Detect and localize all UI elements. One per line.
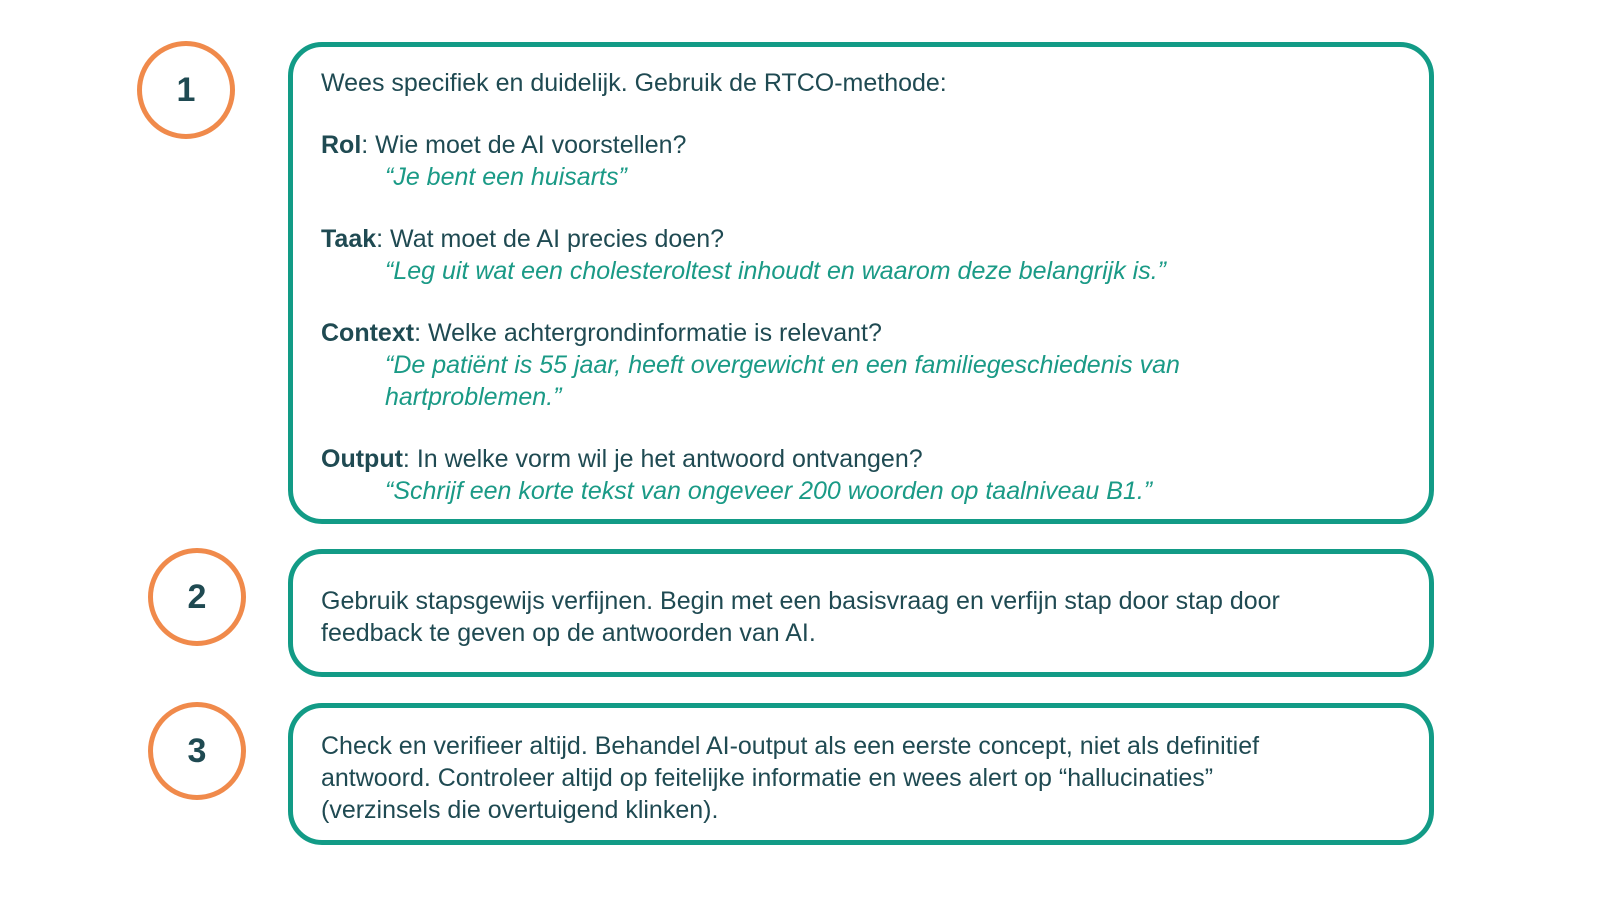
context-question: : Welke achtergrondinformatie is relevant? xyxy=(414,319,882,347)
output-question: : In welke vorm wil je het antwoord ontvangen? xyxy=(402,445,923,473)
step-3-text-line-2: antwoord. Controleer altijd op feitelijke informatie en wees alert op “hallucinaties” xyxy=(321,764,1214,792)
step-1-box xyxy=(288,42,1434,524)
taak-term: Taak xyxy=(321,225,377,253)
taak-question: : Wat moet de AI precies doen? xyxy=(376,225,725,253)
output-term: Output xyxy=(321,445,403,473)
step-number: 1 xyxy=(176,70,196,109)
context-example-continued: hartproblemen.” xyxy=(385,383,562,411)
step-2-box xyxy=(288,549,1434,677)
step-1-intro: Wees specifiek en duidelijk. Gebruik de RTCO-methode: xyxy=(321,69,947,97)
step-number: 3 xyxy=(187,731,207,770)
step-3-text-line-3: (verzinsels die overtuigend klinken). xyxy=(321,796,719,824)
rol-example: “Je bent een huisarts” xyxy=(385,163,627,191)
step-2-text-line-2: feedback te geven op de antwoorden van AI. xyxy=(321,619,816,647)
rol-question: : Wie moet de AI voorstellen? xyxy=(361,131,687,159)
step-2-number-badge xyxy=(148,548,246,646)
step-3-box xyxy=(288,703,1434,845)
step-number: 2 xyxy=(187,577,207,616)
step-3-text-line-1: Check en verifieer altijd. Behandel AI-output als een eerste concept, niet als definitief xyxy=(321,732,1260,760)
rol-term: Rol xyxy=(321,131,362,159)
taak-example: “Leg uit wat een cholesteroltest inhoudt en waarom deze belangrijk is.” xyxy=(385,257,1166,285)
step-1-number-badge xyxy=(137,41,235,139)
output-example: “Schrijf een korte tekst van ongeveer 200 woorden op taalniveau B1.” xyxy=(385,477,1153,505)
context-example: “De patiënt is 55 jaar, heeft overgewicht en een familiegeschiedenis van xyxy=(385,351,1180,379)
context-line xyxy=(321,317,1401,349)
step-2-text-line-1: Gebruik stapsgewijs verfijnen. Begin met een basisvraag en verfijn stap door stap door xyxy=(321,587,1280,615)
taak-line xyxy=(321,223,1401,255)
step-3-number-badge xyxy=(148,702,246,800)
rol-line xyxy=(321,129,1401,161)
context-term: Context xyxy=(321,319,415,347)
output-line xyxy=(321,443,1401,475)
